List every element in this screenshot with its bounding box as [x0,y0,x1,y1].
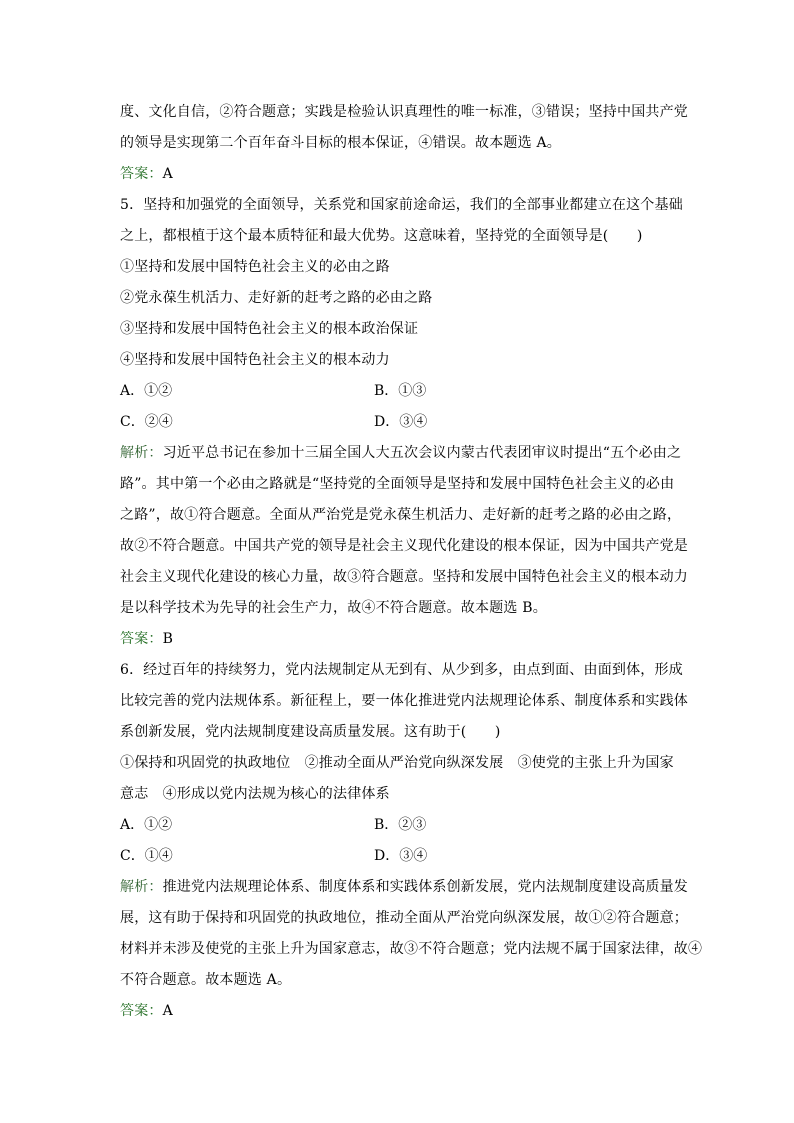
q5-statement-1: ①坚持和发展中国特色社会主义的必由之路 [120,259,390,275]
q6-answer [120,996,680,1027]
answer-label: 答案： [120,1003,163,1019]
q6-analysis-line-1 [120,872,689,903]
q5-option-b: B．①③ [374,383,427,399]
q6-option-b: B．②③ [374,817,427,833]
answer-value: B [162,631,174,647]
q5-analysis-line-2: 路”。其中第一个必由之路就是“坚持党的全面领导是坚持和发展中国特色社会主义的必由 [120,476,675,492]
q5-answer [120,624,680,655]
q6-option-c: C．①④ [120,848,173,864]
q5-analysis-line-5: 社会主义现代化建设的核心力量，故③符合题意。坚持和发展中国特色社会主义的根本动力 [120,569,688,585]
q5-analysis-line-3: 之路”，故①符合题意。全面从严治党是党永葆生机活力、走好新的赶考之路的必由之路， [120,507,682,523]
prev-analysis-line-2: 的领导是实现第二个百年奋斗目标的根本保证，④错误。故本题选 A。 [120,135,561,151]
q5-analysis-line-4: 故②不符合题意。中国共产党的领导是社会主义现代化建设的根本保证，因为中国共产党是 [120,538,688,554]
q6-statements-line-2: 意志 ④形成以党内法规为核心的法律体系 [120,786,390,802]
q6-option-d: D．③④ [374,848,428,864]
q6-stem-line-3: 系创新发展，党内法规制度建设高质量发展。这有助于( ) [120,724,501,740]
answer-value: A [162,166,173,182]
answer-label: 答案： [120,166,163,182]
q6-options-row-2 [120,841,680,872]
q5-stem-line-1: 5．坚持和加强党的全面领导，关系党和国家前途命运，我们的全部事业都建立在这个基础 [120,197,683,213]
q5-analysis-line-1 [120,438,680,469]
q5-analysis-text-1: 习近平总书记在参加十三届全国人大五次会议内蒙古代表团审议时提出“五个必由之 [162,445,682,461]
analysis-label: 解析： [120,879,163,895]
q6-stem-line-2: 比较完善的党内法规体系。新征程上，要一体化推进党内法规理论体系、制度体系和实践体 [120,693,688,709]
q6-options-row-1 [120,810,680,841]
q6-analysis-line-3: 材料并未涉及使党的主张上升为国家意志，故③不符合题意；党内法规不属于国家法律，故④ [120,941,703,957]
q5-statement-3: ③坚持和发展中国特色社会主义的根本政治保证 [120,321,419,337]
q5-option-d: D．③④ [374,414,428,430]
q5-options-row-1 [120,376,680,407]
answer-value: A [162,1003,173,1019]
q6-statements-line-1: ①保持和巩固党的执政地位 ②推动全面从严治党向纵深发展 ③使党的主张上升为国家 [120,755,674,771]
q6-analysis-line-4: 不符合题意。故本题选 A。 [120,972,292,988]
q5-option-a: A．①② [120,383,173,399]
analysis-label: 解析： [120,445,163,461]
q5-stem-line-2: 之上，都根植于这个最本质特征和最大优势。这意味着，坚持党的全面领导是( ) [120,228,643,244]
q6-analysis-line-2: 展，这有助于保持和巩固党的执政地位，推动全面从严治党向纵深发展，故①②符合题意； [120,910,688,926]
answer-label: 答案： [120,631,163,647]
q6-option-a: A．①② [120,817,173,833]
document-page [120,97,703,1027]
prev-answer [120,159,680,190]
prev-analysis-line-1: 度、文化自信，②符合题意；实践是检验认识真理性的唯一标准，③错误；坚持中国共产党 [120,104,688,120]
q5-statement-2: ②党永葆生机活力、走好新的赶考之路的必由之路 [120,290,433,306]
q5-statement-4: ④坚持和发展中国特色社会主义的根本动力 [120,352,390,368]
q5-analysis-line-6: 是以科学技术为先导的社会生产力，故④不符合题意。故本题选 B。 [120,600,547,616]
q5-options-row-2 [120,407,680,438]
q6-analysis-text-1: 推进党内法规理论体系、制度体系和实践体系创新发展，党内法规制度建设高质量发 [162,879,689,895]
q6-stem-line-1: 6．经过百年的持续努力，党内法规制定从无到有、从少到多，由点到面、由面到体，形成 [120,662,683,678]
q5-option-c: C．②④ [120,414,173,430]
